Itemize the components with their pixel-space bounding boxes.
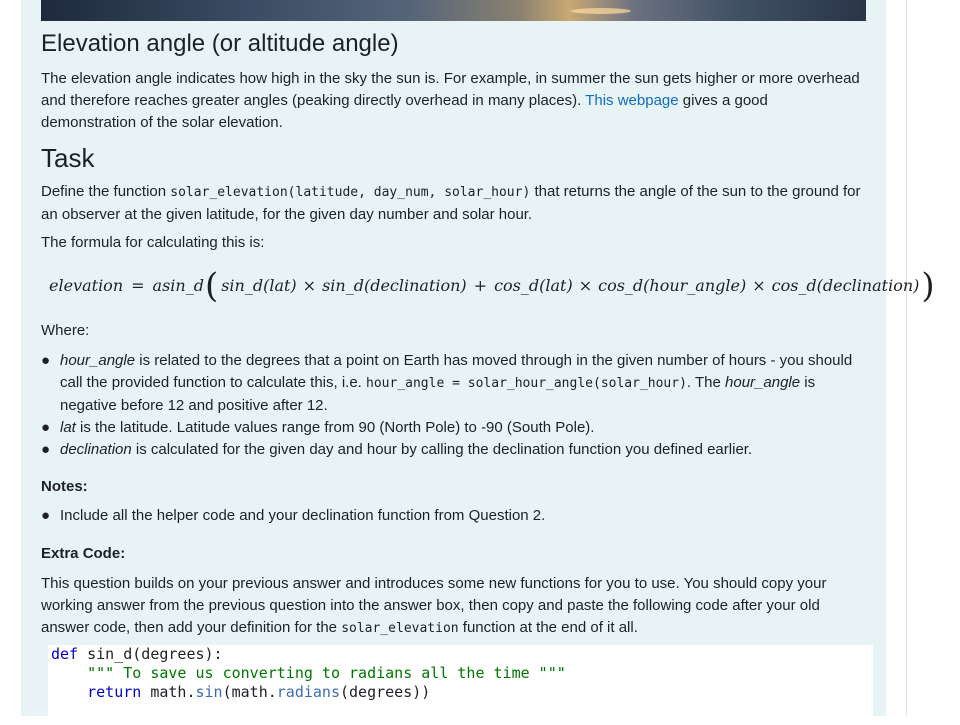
intro-text-1: The elevation angle indicates how high in the sky the sun is. For example, in summer the sun gets higher or more overhead and therefore reaches greater angles (peaking directly overhead in many places). bbox=[41, 70, 860, 109]
hour-angle-term-2: hour_angle bbox=[725, 374, 801, 391]
formula-term-2: sin_d(declination) bbox=[322, 276, 467, 295]
formula-times-3: × bbox=[752, 276, 766, 295]
formula-term-4: cos_d(hour_angle) bbox=[598, 276, 747, 295]
code-text: sin_d(degrees): bbox=[78, 645, 223, 663]
formula-func: asin_d bbox=[152, 276, 204, 295]
extra-text-1: This question builds on your previous answer and introduces some new functions for you to use. You should copy your working answer from the previous question into the answer box, then copy and paste the following code after your old answer code, then add your definition for the bbox=[41, 575, 827, 636]
elevation-intro bbox=[41, 68, 866, 134]
formula-term-1: sin_d(lat) bbox=[221, 276, 297, 295]
extra-text-2: function at the end of it all. bbox=[458, 619, 638, 636]
extra-code-heading: Extra Code: bbox=[41, 545, 126, 562]
hour-angle-text-1: is related to the degrees that a point on Earth has moved through in the given number of hours - you should call the provided function to calculate this, i.e. bbox=[60, 352, 853, 391]
sun-glint bbox=[571, 8, 631, 14]
elevation-heading: Elevation angle (or altitude angle) bbox=[41, 30, 399, 57]
function-signature: solar_elevation(latitude, day_num, solar_hour) bbox=[170, 185, 531, 200]
hour-angle-text-2: . The bbox=[686, 374, 726, 391]
code-text: math. bbox=[141, 683, 196, 701]
task-heading: Task bbox=[41, 143, 95, 173]
define-text-2: that returns the angle of the sun to the ground for an observer at the given latitude, for the given day number and solar hour. bbox=[41, 183, 861, 223]
bullet-icon: ● bbox=[41, 441, 51, 458]
hour-angle-text-3: is negative before 12 and positive after 12. bbox=[60, 374, 816, 414]
question-text-panel bbox=[21, 0, 935, 716]
declination-term: declination bbox=[60, 441, 132, 458]
formula-close-paren: ) bbox=[921, 266, 935, 306]
notes-list bbox=[41, 505, 866, 527]
elevation-formula bbox=[49, 266, 935, 306]
extra-inline-code: solar_elevation bbox=[341, 621, 459, 636]
formula-plus: + bbox=[473, 276, 488, 295]
task-definition bbox=[41, 181, 866, 226]
code-keyword: def bbox=[51, 645, 79, 663]
lat-term: lat bbox=[60, 419, 76, 436]
notes-heading: Notes: bbox=[41, 478, 88, 495]
formula-open-paren: ( bbox=[204, 266, 219, 306]
code-keyword: return bbox=[87, 683, 142, 701]
where-label: Where: bbox=[41, 322, 90, 339]
bullet-icon: ● bbox=[41, 507, 51, 524]
bullet-icon: ● bbox=[41, 419, 51, 436]
code-function: sin bbox=[195, 683, 223, 701]
code-line-3 bbox=[48, 683, 873, 702]
webpage-link[interactable]: This webpage bbox=[585, 92, 679, 109]
code-docstring: """ To save us converting to radians all the time """ bbox=[87, 664, 566, 682]
list-item bbox=[41, 350, 866, 417]
bullet-icon: ● bbox=[41, 352, 51, 369]
note-text: Include all the helper code and your declination function from Question 2. bbox=[60, 507, 546, 524]
declination-text: is calculated for the given day and hour by calling the declination function you defined earlier. bbox=[131, 441, 753, 458]
formula-term-3: cos_d(lat) bbox=[494, 276, 573, 295]
page-divider bbox=[906, 0, 907, 716]
hour-angle-term: hour_angle bbox=[60, 352, 136, 369]
code-indent bbox=[51, 683, 87, 701]
formula-times-1: × bbox=[302, 276, 317, 295]
lat-text: is the latitude. Latitude values range from 90 (North Pole) to -90 (South Pole). bbox=[75, 419, 595, 436]
formula-term-5: cos_d(declination) bbox=[771, 276, 920, 295]
code-text: (math. bbox=[222, 683, 277, 701]
where-list bbox=[41, 350, 866, 461]
hour-angle-code: hour_angle = solar_hour_angle(solar_hour) bbox=[366, 376, 687, 391]
list-item bbox=[41, 505, 866, 527]
formula-equals: = bbox=[131, 276, 145, 295]
formula-intro: The formula for calculating this is: bbox=[41, 234, 265, 251]
formula-times-2: × bbox=[578, 276, 593, 295]
list-item bbox=[41, 439, 866, 461]
list-item bbox=[41, 417, 866, 439]
code-text: (degrees)) bbox=[340, 683, 431, 701]
code-indent bbox=[51, 664, 87, 682]
sunset-banner-image bbox=[41, 0, 866, 21]
define-text-1: Define the function bbox=[41, 183, 171, 200]
code-line-2 bbox=[48, 664, 873, 683]
extra-code-text bbox=[41, 573, 866, 640]
formula-lhs: elevation bbox=[49, 276, 124, 295]
code-line-1 bbox=[48, 645, 873, 664]
code-function: radians bbox=[276, 683, 340, 701]
intro-text-2: gives a good demonstration of the solar elevation. bbox=[41, 92, 768, 131]
extra-code-block[interactable] bbox=[48, 645, 873, 725]
